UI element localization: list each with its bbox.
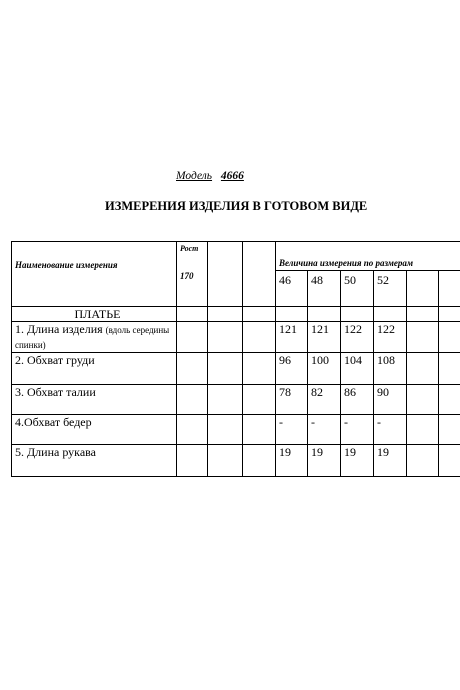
size-cell: 50 <box>341 271 374 307</box>
empty-cell <box>407 271 439 307</box>
value-cell: 122 <box>374 322 407 353</box>
header-values-label: Величина измерения по размерам <box>279 258 414 268</box>
section-row <box>12 307 460 322</box>
value-cell: 19 <box>308 445 341 477</box>
measure-name: 4.Обхват бедер <box>12 415 177 445</box>
size-cell: 48 <box>308 271 341 307</box>
model-number: 4666 <box>220 170 244 182</box>
value-cell: 82 <box>308 385 341 415</box>
measure-name: 1. Длина изделия <box>15 322 103 336</box>
value-cell: 78 <box>276 385 308 415</box>
header-height-cell <box>177 242 208 307</box>
value-cell: 100 <box>308 353 341 385</box>
measure-name: 5. Длина рукава <box>12 445 177 477</box>
table-row <box>12 385 460 415</box>
value-cell: 121 <box>308 322 341 353</box>
value-cell: 19 <box>276 445 308 477</box>
section-title: ПЛАТЬЕ <box>12 307 177 322</box>
table-row <box>12 353 460 385</box>
value-cell: - <box>308 415 341 445</box>
document-title: ИЗМЕРЕНИЯ ИЗДЕЛИЯ В ГОТОВОМ ВИДЕ <box>105 199 368 213</box>
model-line <box>176 170 244 182</box>
empty-cell <box>243 242 276 307</box>
value-cell: 19 <box>341 445 374 477</box>
value-cell: 121 <box>276 322 308 353</box>
value-cell: - <box>341 415 374 445</box>
empty-cell <box>208 242 243 307</box>
value-cell: 108 <box>374 353 407 385</box>
table-row <box>12 415 460 445</box>
value-cell: 96 <box>276 353 308 385</box>
value-cell: 104 <box>341 353 374 385</box>
header-name-label: Наименование измерения <box>15 260 118 270</box>
header-height-value: 170 <box>180 271 194 281</box>
value-cell: 122 <box>341 322 374 353</box>
value-cell: 86 <box>341 385 374 415</box>
header-row <box>12 242 460 271</box>
measure-name-cell <box>12 322 177 353</box>
header-name-cell <box>12 242 177 307</box>
header-height-label: Рост <box>180 244 199 253</box>
measure-name: 3. Обхват талии <box>12 385 177 415</box>
header-values-cell <box>276 242 460 271</box>
size-cell: 52 <box>374 271 407 307</box>
table-row <box>12 445 460 477</box>
table-row <box>12 322 460 353</box>
value-cell: 19 <box>374 445 407 477</box>
value-cell: 90 <box>374 385 407 415</box>
measure-name: 2. Обхват груди <box>12 353 177 385</box>
measurements-table <box>11 241 460 477</box>
value-cell: - <box>276 415 308 445</box>
empty-cell <box>439 271 460 307</box>
value-cell: - <box>374 415 407 445</box>
model-label: Модель <box>176 170 213 182</box>
measure-note: (вдоль середины спинки) <box>15 325 170 350</box>
size-cell: 46 <box>276 271 308 307</box>
